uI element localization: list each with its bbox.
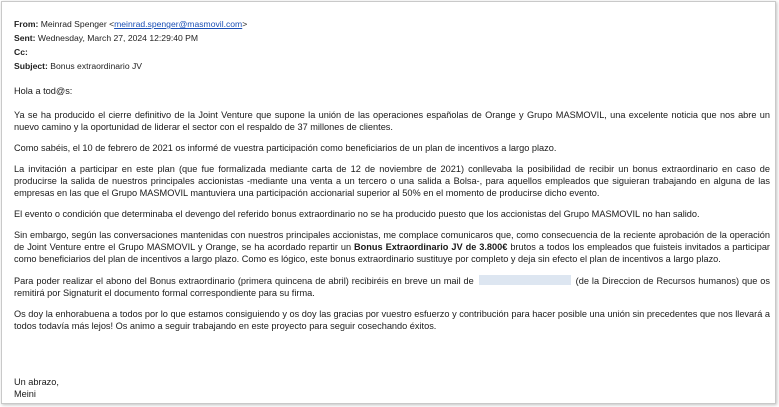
sender-name: Meinrad Spenger [40, 19, 107, 29]
paragraph-incentive-plan: Como sabéis, el 10 de febrero de 2021 os informé de vuestra participación como beneficiarios de un plan de incentivos a largo plazo. [14, 142, 557, 153]
subject-row [14, 59, 247, 73]
sent-row [14, 31, 247, 45]
paragraph-event: El evento o condición que determinaba el devengo del referido bonus extraordinario no se ha producido puesto que los accionistas del Grupo MASMOVIL no han salido. [14, 208, 700, 219]
sender-email-link[interactable]: meinrad.spenger@masmovil.com [114, 19, 243, 29]
email-body [14, 86, 770, 342]
bonus-text-start: Sin embargo, según las conversaciones mantenidas con nuestros principales accionistas, me complace comunicaros que, como consecuencia de la reciente aprobación de la operación de Joint Venture entre el Grupo MASMOVIL y Orange, se ha acordado repartir un [14, 230, 770, 252]
cc-row [14, 45, 247, 59]
payment-text-start: Para poder realizar el abono del Bonus extraordinario (primera quincena de abril) recibiréis en breve un mail de [14, 275, 477, 286]
paragraph-bonus [14, 230, 770, 266]
closing-phrase: Un abrazo, [14, 377, 59, 387]
bonus-text-end: brutos a todos los empleados que fuisteis invitados a participar como beneficiarios del plan de incentivos a largo plazo. Como es lógico, este bonus extraordinario sustituye por completo y deja sin efecto el plan de incentivos a largo plazo. [14, 241, 770, 264]
sent-date: Wednesday, March 27, 2024 12:29:40 PM [37, 33, 199, 43]
subject-label: Subject: [14, 61, 48, 71]
signature-name: Meini [14, 388, 36, 399]
email-window [1, 1, 776, 404]
payment-text-end: (de la Direccion de Recursos humanos) que os remitirá por Signaturit el documento formal correspondiente para su firma. [14, 275, 770, 298]
paragraph-invitation: La invitación a participar en este plan (que fue formalizada mediante carta de 12 de noviembre de 2021) conllevaba la posibilidad de recibir un bonus extraordinario en caso de producirse la salida de nuestros principales accionistas -mediante una venta a un tercero o una salida a Bolsa-, para aquellos empleados que siguieran trabajando en alguna de las empresas en las que el Grupo MASMOVIL mantuviera una participación accionarial superior al 50% en el momento de producirse dicho evento. [14, 164, 770, 198]
from-row: From: Meinrad Spenger <meinrad.spenger@masmovil.com> [14, 19, 248, 29]
subject-text: Bonus extraordinario JV [50, 61, 143, 71]
sent-label: Sent: [14, 33, 36, 43]
greeting: Hola a tod@s: [14, 86, 73, 96]
email-closing [14, 377, 59, 400]
redacted-email [479, 275, 571, 285]
bonus-amount: Bonus Extraordinario JV de 3.800€ [354, 241, 508, 252]
paragraph-congratulations: Os doy la enhorabuena a todos por lo que estamos consiguiendo y os doy las gracias por vuestro esfuerzo y contribución para hacer posible una unión sin precedentes que nos llevará a todos todavía más lejos! Os animo a seguir trabajando en este proyecto para seguir cosechando éxitos. [14, 308, 770, 331]
paragraph-payment [14, 275, 770, 300]
cc-label: Cc: [14, 47, 28, 57]
from-label: From: [14, 19, 39, 29]
paragraph-joint-venture: Ya se ha producido el cierre definitivo de la Joint Venture que supone la unión de las operaciones españolas de Orange y Grupo MASMOVIL, una excelente noticia que nos abre un nuevo camino y la oportunidad de liderar el sector con el respaldo de 37 millones de clientes. [14, 109, 770, 132]
email-header [14, 17, 247, 73]
